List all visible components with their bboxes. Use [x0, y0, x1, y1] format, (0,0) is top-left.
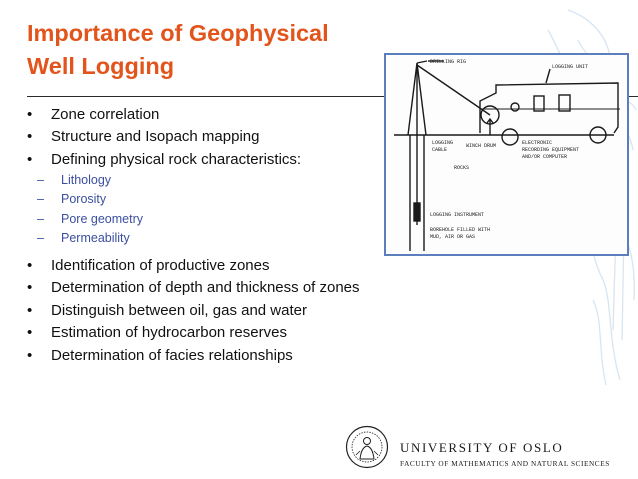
bullet-item — [27, 126, 301, 148]
label-winch-drum: WINCH DRUM — [466, 143, 497, 149]
sub-bullet-text: Porosity — [61, 192, 107, 207]
label-borehole-1: BOREHOLE FILLED WITH — [430, 227, 491, 233]
university-seal-logo — [345, 425, 389, 469]
label-logging-cable-2: CABLE — [432, 147, 448, 153]
sub-bullet-text: Permeability — [61, 230, 130, 245]
sub-bullet-text: Lithology — [61, 173, 112, 187]
label-logging-unit: LOGGING UNIT — [552, 64, 589, 70]
bullet-dot: • — [27, 150, 33, 168]
well-logging-drawing — [386, 55, 627, 254]
bullet-item — [27, 345, 360, 367]
sub-bullet-text: Pore geometry — [61, 211, 143, 226]
label-logging-instrument: LOGGING INSTRUMENT — [430, 212, 485, 218]
sub-bullet-dash: – — [37, 192, 44, 207]
bullet-dot: • — [27, 346, 33, 364]
label-logging-cable-1: LOGGING — [432, 140, 454, 146]
label-rocks: ROCKS — [454, 165, 470, 171]
bullet-text: Determination of depth and thickness of zones — [51, 279, 360, 297]
sub-bullet-item — [27, 190, 143, 209]
bullet-item — [27, 277, 360, 299]
bullet-text: Identification of productive zones — [51, 257, 270, 274]
bullet-list-continued — [27, 255, 360, 367]
slide-title — [27, 17, 329, 83]
bullet-text: Distinguish between oil, gas and water — [51, 301, 307, 319]
label-electronic-2: RECORDING EQUIPMENT — [522, 147, 580, 153]
sub-bullet-dash: – — [37, 173, 44, 187]
sub-bullet-item — [27, 210, 143, 229]
bullet-dot: • — [27, 279, 33, 297]
sub-bullet-dash: – — [37, 230, 44, 245]
bullet-text: Zone correlation — [51, 106, 160, 123]
label-drilling-rig: DRILLING RIG — [430, 59, 467, 65]
sub-bullet-item — [27, 171, 143, 190]
title-line-1: Importance of Geophysical — [27, 20, 329, 46]
bullet-text: Structure and Isopach mapping — [51, 128, 260, 146]
bullet-dot: • — [27, 257, 33, 274]
bullet-list — [27, 104, 301, 171]
bullet-dot: • — [27, 106, 33, 123]
bullet-dot: • — [27, 128, 33, 146]
bullet-text: Defining physical rock characteristics: — [51, 150, 302, 168]
sub-bullet-item — [27, 229, 143, 248]
bullet-text: Determination of facies relationships — [51, 346, 293, 364]
bullet-item — [27, 300, 360, 322]
sub-bullet-dash: – — [37, 211, 44, 226]
bullet-dot: • — [27, 324, 33, 342]
faculty-name: FACULTY OF MATHEMATICS AND NATURAL SCIENCES — [400, 459, 610, 468]
sub-bullet-list — [27, 171, 143, 248]
well-logging-diagram — [384, 53, 629, 256]
title-line-2: Well Logging — [27, 53, 175, 79]
bullet-dot: • — [27, 301, 33, 319]
bullet-item — [27, 149, 301, 171]
university-name: UNIVERSITY OF OSLO — [400, 440, 564, 455]
bullet-item — [27, 322, 360, 344]
label-electronic-3: AND/OR COMPUTER — [522, 154, 568, 160]
label-electronic-1: ELECTRONIC — [522, 140, 553, 146]
bullet-text: Estimation of hydrocarbon reserves — [51, 324, 287, 342]
label-borehole-2: MUD, AIR OR GAS — [430, 234, 476, 240]
bullet-item — [27, 104, 301, 126]
bullet-item — [27, 255, 360, 277]
